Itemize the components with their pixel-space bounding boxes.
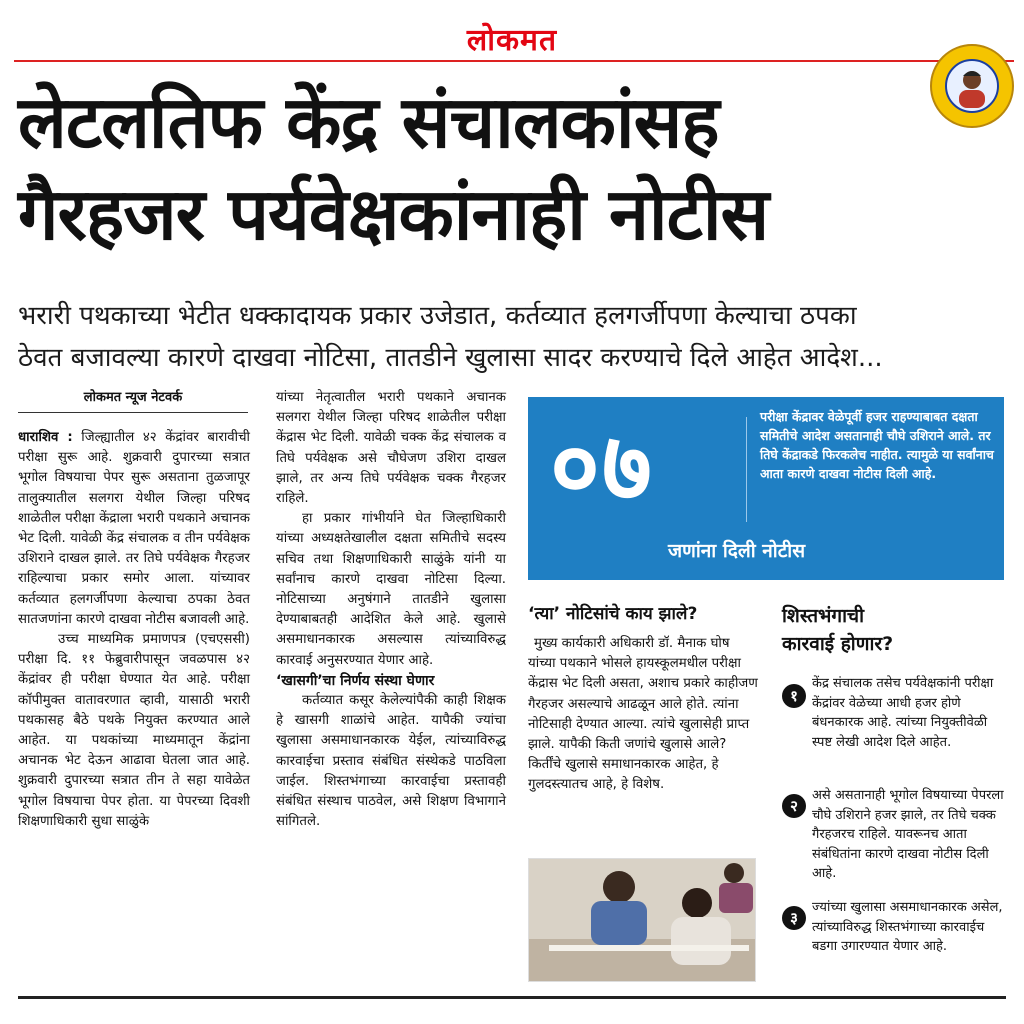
article-column-2: [276, 388, 506, 832]
page-bottom-rule: [18, 996, 1006, 999]
headline-line-2: गैरहजर पर्यवेक्षकांनाही नोटीस: [18, 172, 769, 256]
discipline-item-3-text: ज्यांच्या खुलासा असमाधानकारक असेल, त्यांच्याविरुद्ध शिस्तभंगाच्या कारवाईच बडगा उगारण्यात येणार आहे.: [812, 900, 1003, 954]
notices-followup-body: मुख्य कार्यकारी अधिकारी डॉ. मैनाक घोष यांच्या पथकाने भोसले हायस्कूलमधील परीक्षा केंद्रास भेट दिली असता, अशाच प्रकारे काहीजण गैरहजर असल्याचे आढळून आले होते. त्यांना नोटिसाही देण्यात आल्या. त्यांचे खुलासेही प्राप्त झाले. यापैकी किती जणांचे खुलासे आले? किर्तींचे खुलासे समाधानकारक आहेत, हे गुलदस्त्यातच आहे, हे विशेष.: [528, 636, 758, 793]
column-1-paragraph-1-text: जिल्ह्यातील ४२ केंद्रांवर बारावीची परीक्षा सुरू आहे. शुक्रवारी दुपारच्या सत्रात भूगोल विषयाचा पेपर सुरू असताना तुळजापूर तालुक्यातील सलगरा येथील जिल्हा परिषद शाळेतील परीक्षा केंद्राला भरारी पथकाने अचानक भेट दिली. यावेळी केंद्र संचालक व तीन पर्यवेक्षक उशिराने दाखल झाले. तर तिघे पर्यवेक्षक गैरहजर राहिल्याचा प्रकार समोर आला. यांच्यावर कर्तव्यात हलगर्जीपणा केल्याचा ठपका ठेवत सातजणांना कारणे दाखवा नोटीस बजावली आहे.: [18, 430, 250, 627]
discipline-title-line-2: कारवाई होणार?: [782, 633, 894, 655]
column-2-paragraph-2: हा प्रकार गांभीर्याने घेत जिल्हाधिकारी यांच्या अध्यक्षतेखालील दक्षता समितीचे सदस्य सचिव तथा शिक्षणाधिकारी साळुंके यांनी या सर्वांनाच कारणे दाखवा नोटिसा दिल्या. नोटिसाच्या अनुषंगाने तातडीने खुलासा देण्याबाबतही आदेशित केले आहे. खुलासे असमाधानकारक असल्यास त्यांच्याविरुद्ध कारवाई अनुसरण्यात येणार आहे.: [276, 511, 506, 668]
notices-followup-box: [528, 600, 760, 796]
column-2-paragraph-1: यांच्या नेतृत्वातील भरारी पथकाने अचानक सलगरा येथील जिल्हा परिषद शाळेतील परीक्षा केंद्रास भेट दिली. यावेळी चक्क केंद्र संचालक व तिघे पर्यवेक्षक असे चौघेजण उशिरा दाखल झाले, तर अन्य तिघे पर्यवेक्षक चक्क गैरहजर राहिले.: [276, 390, 506, 507]
discipline-item-2-text: असे असतानाही भूगोल विषयाच्या पेपरला चौघे उशिराने हजर झाले, तर तिघे चक्क गैरहजरच राहिले. यावरूनच आता संबंधितांना कारणे दाखवा नोटीस दिली आहे.: [812, 788, 1004, 881]
column-2-subhead: ‘खासगी’चा निर्णय संस्था घेणार: [276, 672, 435, 689]
column-1-paragraph-1: [18, 428, 250, 630]
notice-count-box: [528, 397, 1004, 580]
discipline-item-2-number: २: [782, 794, 806, 818]
headline-line-1: लेटलतिफ केंद्र संचालकांसह: [18, 80, 719, 164]
discipline-item-1-number: १: [782, 684, 806, 708]
byline: लोकमत न्यूज नेटवर्क: [83, 390, 183, 405]
exam-hall-photo: [528, 858, 756, 982]
stat-divider: [746, 417, 747, 522]
column-1-paragraph-2: उच्च माध्यमिक प्रमाणपत्र (एचएससी) परीक्षा दि. ११ फेब्रुवारीपासून जवळपास ४२ केंद्रांवर ही परीक्षा घेण्यात येत आहे. परीक्षा कॉपीमुक्त वातावरणात व्हावी, यासाठी भरारी पथकासह बैठे पथके नियुक्त करण्यात आले आहेत. या पथकांच्या माध्यमातून केंद्रांना अचानक भेट देऊन आढावा घेतला जात आहे. शुक्रवारी दुपारच्या सत्रात तीन ते सहा यावेळेत भूगोल विषयाचा पेपर होता. या पेपरच्या दिवशी शिक्षणाधिकारी सुधा साळुंके: [18, 632, 250, 829]
notice-count-label: जणांना दिली नोटीस: [668, 540, 806, 562]
discipline-item-3-number: ३: [782, 906, 806, 930]
discipline-item-1-text: केंद्र संचालक तसेच पर्यवेक्षकांनी परीक्षा केंद्रांवर वेळेच्या आधी हजर होणे बंधनकारक आहे. त्यांच्या नियुक्तीवेळी स्पष्ट लेखी आदेश दिले आहेत.: [812, 676, 994, 750]
masthead-divider: [14, 60, 1014, 62]
dateline: धाराशिव :: [18, 430, 73, 445]
notices-followup-title: ‘त्या’ नोटिसांचे काय झाले?: [528, 604, 698, 624]
byline-divider: [18, 412, 248, 413]
article-column-1: [18, 428, 250, 832]
notice-count-description: परीक्षा केंद्रावर वेळेपूर्वी हजर राहण्याबाबत दक्षता समितीचे आदेश असतानाही चौघे उशिराने आले. तर तिघे केंद्राकडे फिरकलेच नाहीत. त्यामुळे या सर्वांनाच आता कारणे दाखवा नोटीस दिली आहे.: [760, 409, 994, 481]
subheadline-line-1: भरारी पथकाच्या भेटीत धक्कादायक प्रकार उजेडात, कर्तव्यात हलगर्जीपणा केल्याचा ठपका: [18, 301, 857, 331]
column-2-paragraph-3: कर्तव्यात कसूर केलेल्यांपैकी काही शिक्षक हे खासगी शाळांचे आहेत. यापैकी ज्यांचा खुलासा असमाधानकारक येईल, त्यांच्याविरुद्ध कारवाईचा प्रस्ताव संबंधित संस्थेकडे पाठविला जाईल. शिस्तभंगाच्या कारवाईचा प्रस्तावही संबंधित संस्थाच पाठवेल, असे शिक्षण विभागाने सांगितले.: [276, 693, 506, 830]
subheadline-line-2: ठेवत बजावल्या कारणे दाखवा नोटिसा, तातडीने खुलासा सादर करण्याचे दिले आहेत आदेश...: [18, 343, 883, 373]
newspaper-masthead: लोकमत: [466, 23, 558, 58]
discipline-title-line-1: शिस्तभंगाची: [782, 605, 865, 627]
notice-count-number: ०७: [550, 411, 654, 523]
students-writing-exam-image: [529, 859, 755, 981]
discipline-box: [782, 602, 1010, 658]
